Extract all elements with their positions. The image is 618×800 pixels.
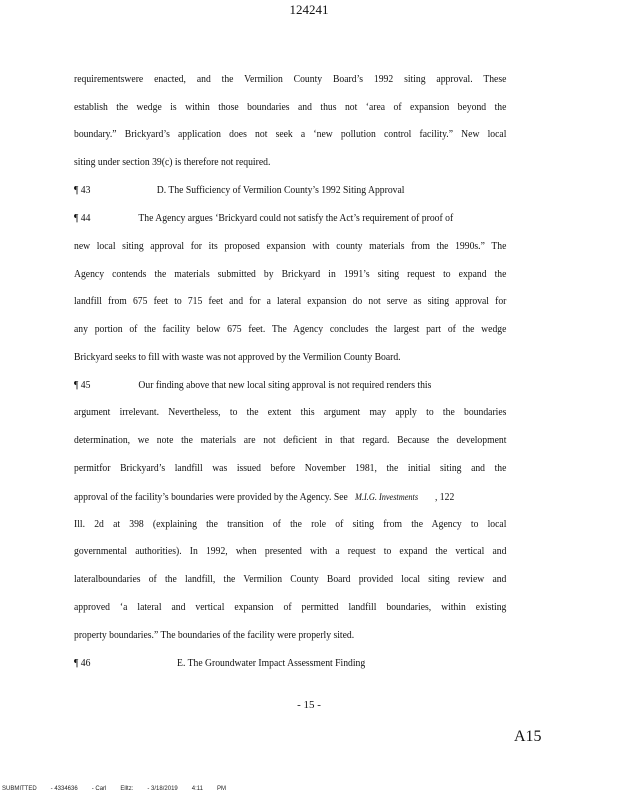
body-line: any portion of the facility below 675 feet. The Agency concludes the largest part of the wedge	[74, 324, 507, 335]
body-line: determination, we note the materials are not deficient in that regard. Because the development	[74, 435, 507, 446]
paragraph-45-first-line	[74, 379, 506, 393]
body-line: establish the wedge is within those boundaries and thus not ‘area of expansion beyond the	[74, 102, 507, 113]
case-citation: M.I.G. Investments	[355, 492, 419, 502]
body-line: property boundaries.” The boundaries of the facility were properly sited.	[74, 630, 355, 641]
heading-text: E. The Groundwater Impact Assessment Finding	[177, 658, 366, 669]
footer-ampm: PM	[216, 786, 226, 792]
body-line: governmental authorities). In 1992, when presented with a request to expand the vertical and	[74, 546, 507, 557]
body-line: new local siting approval for its proposed expansion with county materials from the 1990s.” The	[74, 241, 507, 252]
body-line: approved ‘a lateral and vertical expansion of permitted landfill boundaries, within existing	[74, 602, 507, 613]
body-line: Agency contends the materials submitted by Brickyard in 1991’s siting request to expand the	[74, 269, 507, 280]
body-line: landfill from 675 feet to 715 feet and for a lateral expansion do not serve as siting approval for	[74, 296, 507, 307]
section-heading-e	[74, 657, 506, 671]
body-line: permitfor Brickyard’s landfill was issued before November 1981, the initial siting and the	[74, 463, 507, 474]
paragraph-mark: ¶ 45	[74, 380, 91, 391]
body-line-with-citation	[74, 490, 506, 505]
body-line: Brickyard seeks to fill with waste was not approved by the Vermilion County Board.	[74, 352, 401, 363]
footer-time: 4:11	[191, 786, 203, 792]
paragraph-44-first-line	[74, 212, 506, 226]
footer-user: Elltz:	[120, 786, 134, 792]
appendix-label: A15	[514, 728, 542, 745]
paragraph-mark: ¶ 44	[74, 213, 91, 224]
footer-id: - 4334636	[50, 786, 78, 792]
paragraph-text: Our finding above that new local siting approval is not required renders this	[138, 380, 432, 391]
heading-text: D. The Sufficiency of Vermilion County’s 1992 Siting Approval	[156, 185, 405, 196]
body-line: boundary.” Brickyard’s application does not seek a ‘new pollution control facility.” New local	[74, 129, 507, 140]
filing-stamp-footer	[2, 786, 240, 792]
body-line: lateralboundaries of the landfill, the Vermilion County Board provided local siting review and	[74, 574, 507, 585]
body-line: requirementswere enacted, and the Vermilion County Board’s 1992 siting approval. These	[74, 74, 507, 85]
paragraph-mark: ¶ 46	[74, 658, 91, 669]
paragraph-mark: ¶ 43	[74, 185, 91, 196]
body-text: approval of the facility’s boundaries were provided by the Agency. See	[74, 492, 348, 503]
body-line: argument irrelevant. Nevertheless, to the extent this argument may apply to the boundaries	[74, 407, 507, 418]
section-heading-d	[74, 184, 506, 198]
body-line: Ill. 2d at 398 (explaining the transition of the role of siting from the Agency to local	[74, 519, 507, 530]
footer-status: SUBMITTED	[2, 786, 37, 792]
body-line: siting under section 39(c) is therefore not required.	[74, 157, 271, 168]
document-number: 124241	[289, 2, 329, 17]
paragraph-text: The Agency argues ‘Brickyard could not satisfy the Act’s requirement of proof of	[138, 213, 454, 224]
footer-name: - Carl	[91, 786, 107, 792]
citation-reporter: , 122	[434, 492, 455, 503]
page-number: - 15 -	[297, 699, 321, 711]
footer-date: - 3/18/2019	[147, 786, 178, 792]
